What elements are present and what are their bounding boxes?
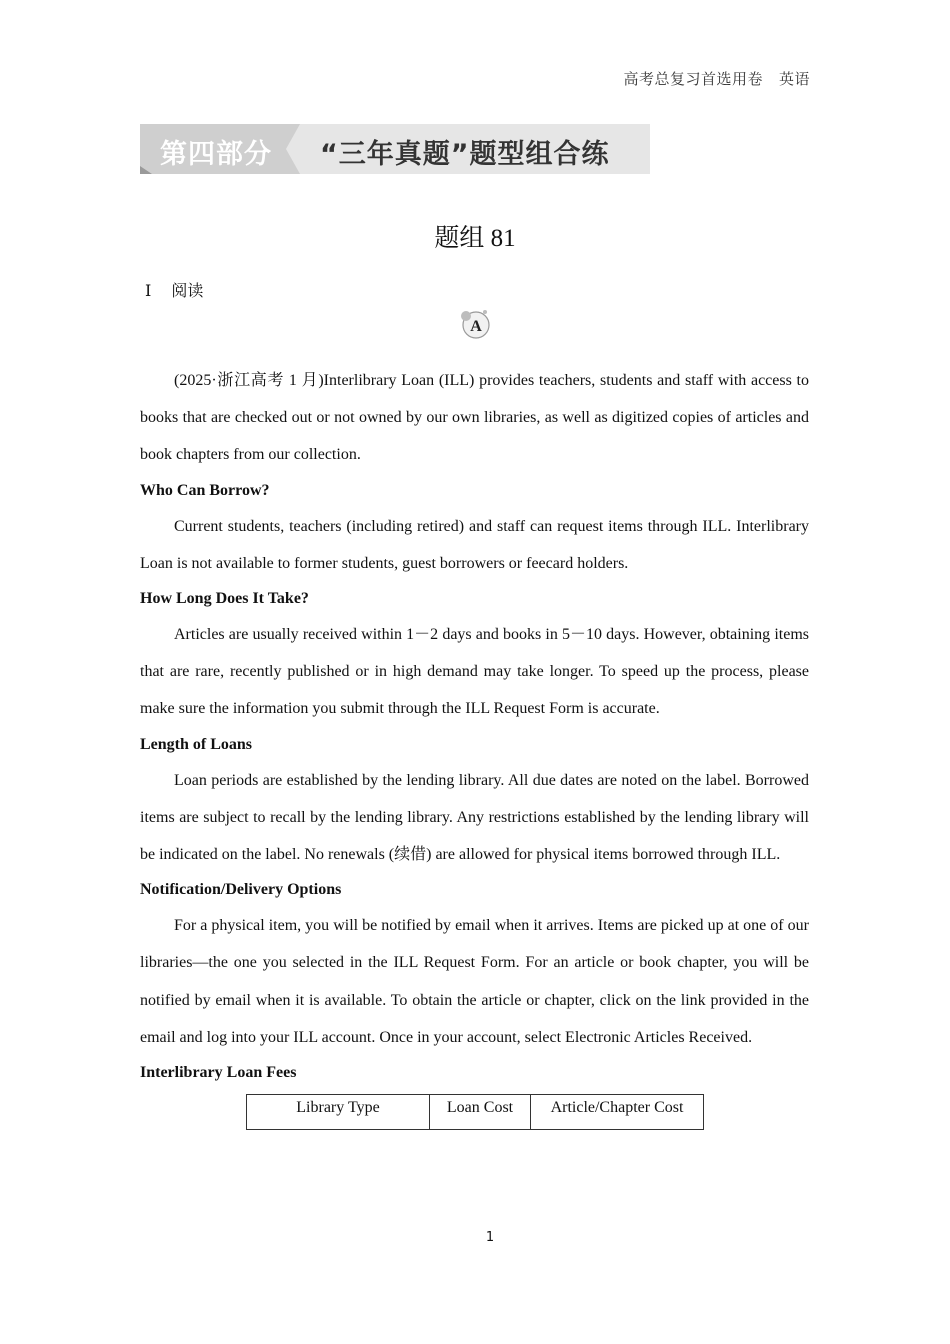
heading-how-long: How Long Does It Take?	[140, 590, 309, 608]
section-number: Ⅰ	[145, 283, 152, 300]
passage-intro: (2025·浙江高考 1 月)Interlibrary Loan (ILL) provides teachers, students and staff with access to books that are checked out or not owned by our own libraries, as well as digitized copies of articles and book chapters from our collection.	[140, 372, 809, 464]
banner-title: “三年真题”题型组合练	[320, 139, 610, 170]
banner-part-label: 第四部分	[160, 139, 272, 170]
column-header-library-type: Library Type	[247, 1095, 430, 1130]
heading-length-of-loans: Length of Loans	[140, 735, 253, 753]
fees-table	[246, 1094, 704, 1130]
heading-who-can-borrow: Who Can Borrow?	[140, 481, 270, 499]
paragraph-notification: For a physical item, you will be notified by email when it arrives. Items are picked up at one of our libraries—the one you selected in the ILL Request Form. For an article or book chapter, you will be notified by email when it is available. To obtain the article or chapter, click on the link provided in the email and log into your ILL account. Once in your account, select Electronic Articles Received.	[140, 917, 809, 1046]
passage-body	[140, 362, 809, 1130]
running-header	[623, 68, 810, 89]
table-header-row	[247, 1095, 704, 1130]
paragraph-how-long: Articles are usually received within 1－2 days and books in 5－10 days. However, obtaining items that are rare, recently published or in high demand may take longer. To speed up the process, please make sure the information you submit through the ILL Request Form is accurate.	[140, 626, 809, 718]
paragraph-length-of-loans: Loan periods are established by the lending library. All due dates are noted on the label. Borrowed items are subject to recall by the lending library. Any restrictions established by the lending library will be indicated on the label. No renewals (续借) are allowed for physical items borrowed through ILL.	[140, 771, 809, 864]
heading-notification: Notification/Delivery Options	[140, 881, 342, 899]
page-number: 1	[485, 1230, 495, 1245]
paragraph-who-can-borrow: Current students, teachers (including retired) and staff can request items through ILL. Interlibrary Loan is not available to former students, guest borrowers or feecard holders.	[140, 517, 809, 572]
book-title: 高考总复习首选用卷	[623, 70, 763, 88]
section-heading	[145, 278, 203, 301]
heading-fees: Interlibrary Loan Fees	[140, 1064, 297, 1082]
passage-badge-letter: A	[470, 318, 482, 335]
column-header-loan-cost: Loan Cost	[430, 1095, 531, 1130]
section-label: 阅读	[171, 283, 204, 300]
column-header-article-cost: Article/Chapter Cost	[531, 1095, 704, 1130]
subject-label: 英语	[778, 70, 810, 88]
part-banner	[140, 124, 650, 174]
page-title: 题组 81	[434, 225, 516, 252]
passage-badge-icon	[460, 308, 492, 340]
